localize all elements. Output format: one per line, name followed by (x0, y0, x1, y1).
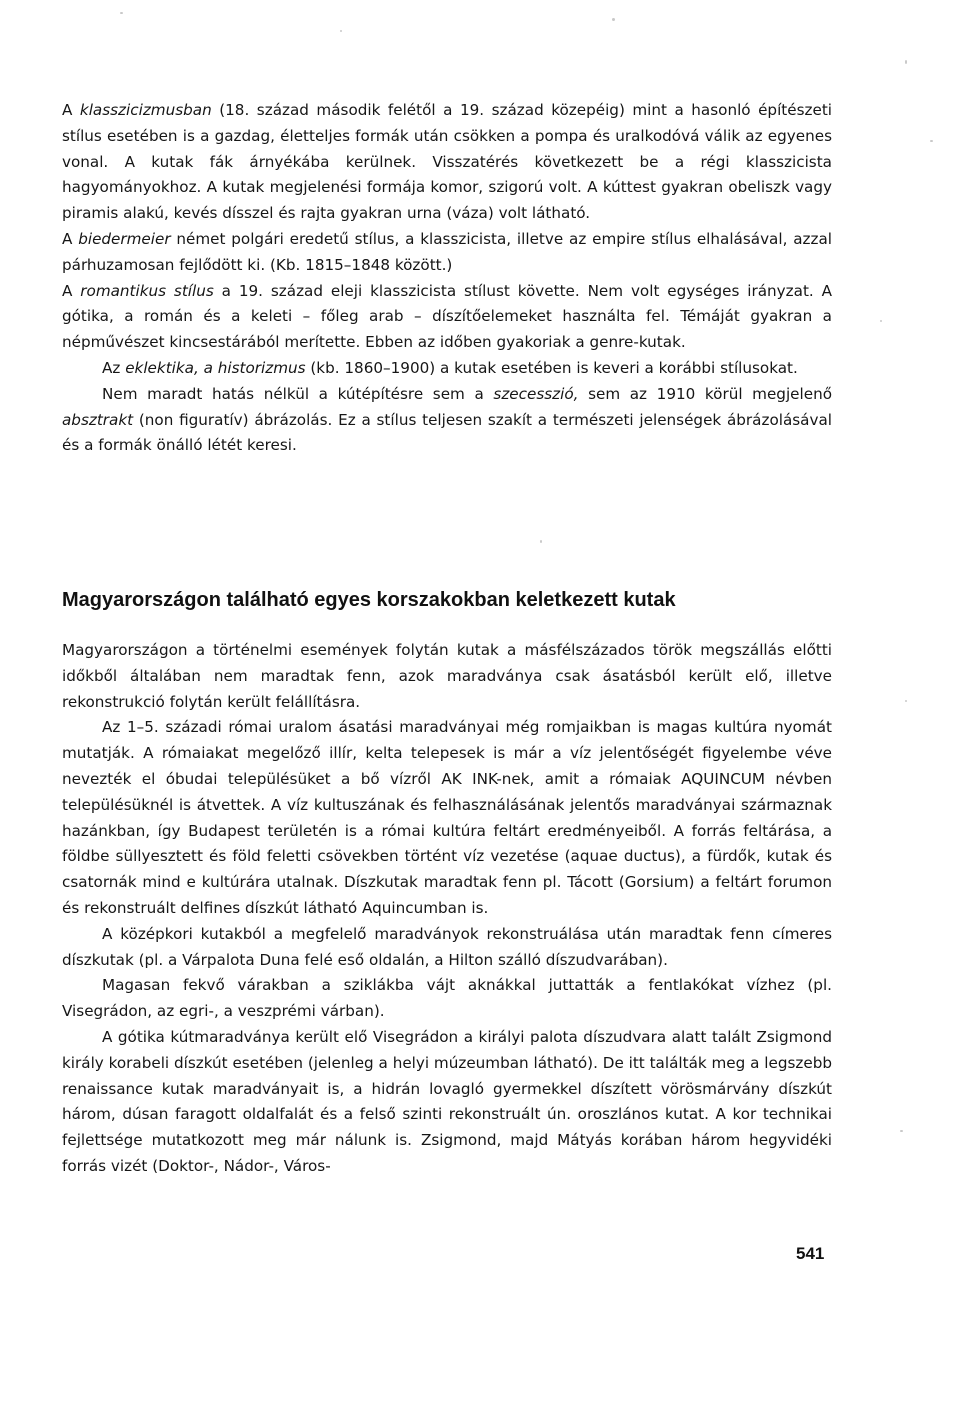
italic-term: eklektika, a historizmus (125, 358, 306, 377)
body-paragraph: Magyarországon a történelmi események folytán kutak a másfélszázados török megszállás előtti időkből általában nem maradtak fenn, azok maradványa csak ásatásból került elő, illetve rekonstrukció folytán került felállításra. (62, 641, 832, 711)
style-history-section (62, 98, 832, 459)
body-paragraph: Magasan fekvő várakban a sziklákba vájt aknákkal juttatták a fentlakókat vízhez (pl. Visegrádon, az egri-, a veszprémi várban). (62, 976, 832, 1021)
body-paragraph (62, 227, 832, 279)
text-run: A (62, 281, 81, 300)
body-paragraph: A gótika kútmaradványa került elő Visegrádon a királyi palota díszudvara alatt talált Zsigmond király korabeli díszkút esetében (jelenleg a helyi múzeumban látható). De itt találták meg a legszebb renaissance kutak maradványait is, a hidrán lovagló gyermekkel díszített vörösmárvány díszkút három, dúsan faragott oldalfalát és a felső szinti rekonstruált ún. oroszlános kutat. A kor technikai fejlettsége mutatkozott meg már nálunk is. Zsigmond, majd Mátyás korában három hegyvidéki forrás vizét (Doktor-, Nádor-, Város- (62, 1027, 832, 1175)
italic-term: biedermeier (78, 229, 171, 248)
italic-term: szecesszió, (493, 384, 579, 403)
italic-term: romantikus stílus (80, 281, 214, 300)
page-number: 541 (796, 1244, 825, 1263)
text-run: német polgári eredetű stílus, a klasszicista, illetve az empire stílus elhalásával, azzal párhuzamosan fejlődött ki. (Kb. 1815–1848 között.) (62, 229, 832, 274)
body-paragraph (62, 356, 832, 382)
body-paragraph (62, 279, 832, 356)
scan-speck (340, 30, 342, 32)
text-run: (non figuratív) ábrázolás. Ez a stílus teljesen szakít a természeti jelenségek ábrázolásával és a formák önálló létét keresi. (62, 410, 832, 455)
body-paragraph (62, 382, 832, 459)
text-run: a 19. század eleji klasszicista stílust követte. Nem volt egységes irányzat. A gótika, a román és a keleti – főleg arab – díszítőelemeket használta fel. Témáját gyakran a népművészet kincsestárából merítette. Ebben az időben gyakoriak a genre-kutak. (62, 281, 833, 352)
scan-speck (120, 12, 123, 14)
body-paragraph (62, 98, 832, 227)
text-run: (kb. 1860–1900) a kutak esetében is keveri a korábbi stílusokat. (305, 358, 798, 377)
text-run: A (62, 101, 80, 119)
scan-speck (880, 320, 882, 322)
italic-term: klasszicizmusban (79, 101, 212, 119)
text-run: (18. század második felétől a 19. század közepéig) mint a hasonló építészeti stílus esetében is a gazdag, életteljes formák után csökken a pompa és uralkodóvá válik az egyenes vonal. A kutak fák árnyékába kerülnek. Visszatérés következett be a régi klasszicista hagyományokhoz. A kutak megjelenési formája komor, szigorú volt. A kúttest gyakran obeliszk vagy piramis alakú, kevés dísszel és rajta gyakran urna (váza) volt látható. (62, 101, 832, 223)
scan-speck (900, 1130, 903, 1132)
scan-speck (612, 18, 615, 21)
scan-speck (540, 540, 542, 543)
text-run: Az (102, 358, 126, 377)
hungarian-wells-section (62, 638, 832, 1180)
text-run: Nem maradt hatás nélkül a kútépítésre sem a (102, 384, 494, 403)
section-heading: Magyarországon található egyes korszakokban keletkezett kutak (62, 589, 676, 611)
body-paragraph: Az 1–5. századi római uralom ásatási maradványai még romjaikban is magas kultúra nyomát mutatják. A rómaiakat megelőző illír, kelta telepesek is már a víz jelentőségét figyelembe véve nevezték el óbudai településüket a bő vízről AK INK-nek, amit a rómaiak AQUINCUM névben településüknél is átvettek. A víz kultuszának és felhasználásának jelentős maradványai származnak hazánkban, így Budapest területén is a római kultúra feltárt eredményeiből. A forrás feltárása, a földbe süllyesztett és föld feletti csövekben történt víz vezetése (aquae ductus), a fürdők, kutak és csatornák mind e kultúrára utalnak. Díszkutak maradtak fenn pl. Tácott (Gorsium) a feltárt forumon és rekonstruált delfines díszkút látható Aquincumban is. (62, 718, 832, 917)
scan-speck (905, 60, 907, 64)
italic-term: absztrakt (62, 410, 134, 429)
body-paragraph: A középkori kutakból a megfelelő maradványok rekonstruálása után maradtak fenn címeres díszkutak (pl. a Várpalota Duna felé eső oldalán, a Hilton szálló díszudvarában). (62, 924, 832, 969)
text-run: sem az 1910 körül megjelenő (578, 384, 832, 403)
text-run: A (62, 229, 79, 248)
scan-speck (930, 140, 933, 142)
scan-speck (905, 700, 907, 702)
